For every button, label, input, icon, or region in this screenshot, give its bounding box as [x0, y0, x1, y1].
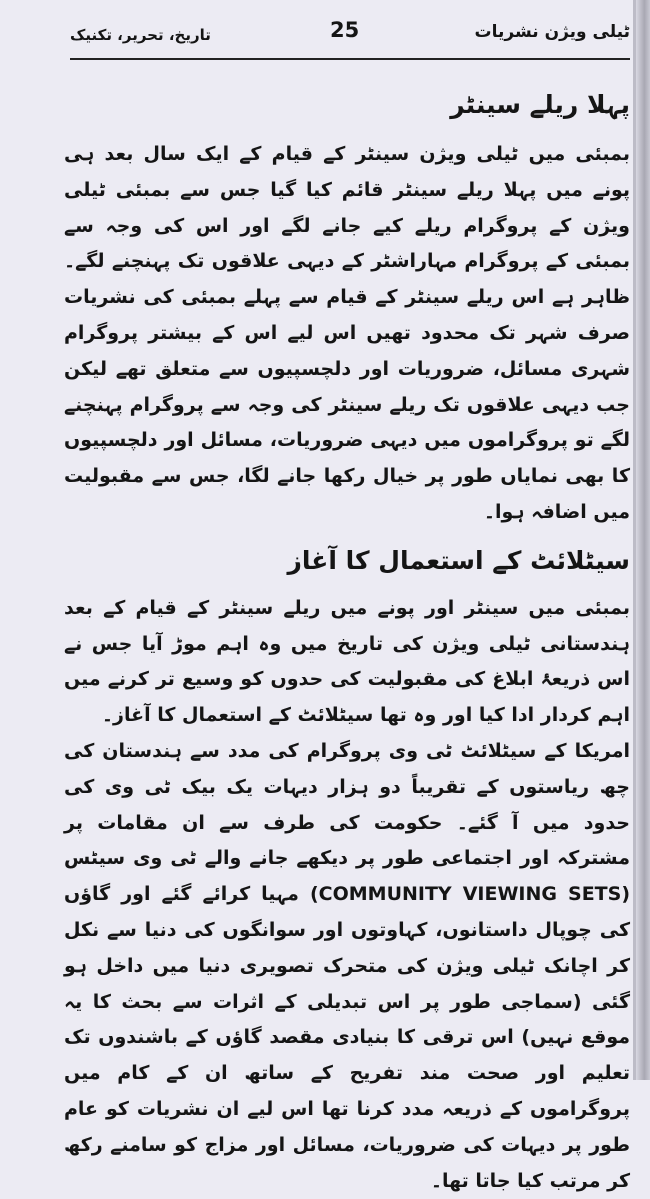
section-heading-satellite: سیٹلائٹ کے استعمال کا آغاز	[287, 545, 630, 575]
section-heading-relay-center: پہلا ریلے سینٹر	[450, 90, 630, 119]
page-number: 25	[330, 18, 360, 42]
paragraph-satellite-2: امریکا کے سیٹلائٹ ٹی وی پروگرام کی مدد سے ہندستان کی چھ ریاستوں کے تقریباً دو ہزار دیہات یک بیک ٹی وی کی حدود میں آ گئے۔ حکومت کی طرف سے ان مقامات پر مشترکہ اور اجتماعی طور پر دیکھے جانے والے ٹی وی سیٹس (COMMUNITY VIEWING SETS) مہیا کرائے گئے اور گاؤں کی چوپال داستانوں، کہاوتوں اور سوانگوں کی دنیا سے نکل کر اچانک ٹیلی ویژن کی متحرک تصویری دنیا میں داخل ہو گئی (سماجی طور پر اس تبدیلی کے اثرات سے بحث کا یہ موقع نہیں) اس ترقی کا بنیادی مقصد گاؤں کے باشندوں تک تعلیم اور صحت مند تفریح کے ساتھ ان کے کام میں پروگراموں کے ذریعہ مدد کرنا تھا اس لیے ان نشریات کو عام طور پر دیہات کی ضروریات، مسائل اور مزاج کو سامنے رکھ کر مرتب کیا جاتا تھا۔	[64, 739, 631, 1192]
header-rule	[70, 58, 630, 60]
page-body	[64, 85, 630, 1199]
chapter-title: تاریخ، تحریر، تکنیک	[70, 26, 211, 44]
book-title: ٹیلی ویژن نشریات	[474, 22, 630, 42]
paragraph-relay-center: بمبئی میں ٹیلی ویژن سینٹر کے قیام کے ایک سال بعد ہی پونے میں پہلا ریلے سینٹر قائم کیا گیا جس سے بمبئی ٹیلی ویژن کے پروگرام ریلے کیے جانے لگے اور اس کی وجہ سے بمبئی کے پروگرام مہاراشٹر کے دیہی علاقوں تک پہنچنے لگے۔ ظاہر ہے اس ریلے سینٹر کے قیام سے پہلے بمبئی کی نشریات صرف شہر تک محدود تھیں اس لیے اس کے بیشتر پروگرام شہری مسائل، ضروریات اور دلچسپیوں سے متعلق تھے لیکن جب دیہی علاقوں تک ریلے سینٹر کی وجہ سے پروگرام پہنچنے لگے تو پروگراموں میں دیہی ضروریات، مسائل اور دلچسپیوں کا بھی نمایاں طور پر خیال رکھا جانے لگا، جس سے مقبولیت میں اضافہ ہوا۔	[64, 143, 630, 523]
page-header	[70, 18, 630, 58]
paragraph-satellite-1: بمبئی میں سینٹر اور پونے میں ریلے سینٹر کے قیام کے بعد ہندستانی ٹیلی ویژن کی تاریخ میں وہ اہم موڑ آیا جس نے اس ذریعۂ ابلاغ کی مقبولیت کی حدوں کو وسیع تر کرنے میں اہم کردار ادا کیا اور وہ تھا سیٹلائٹ کے استعمال کا آغاز۔	[64, 596, 630, 727]
page-edge	[636, 0, 650, 1080]
